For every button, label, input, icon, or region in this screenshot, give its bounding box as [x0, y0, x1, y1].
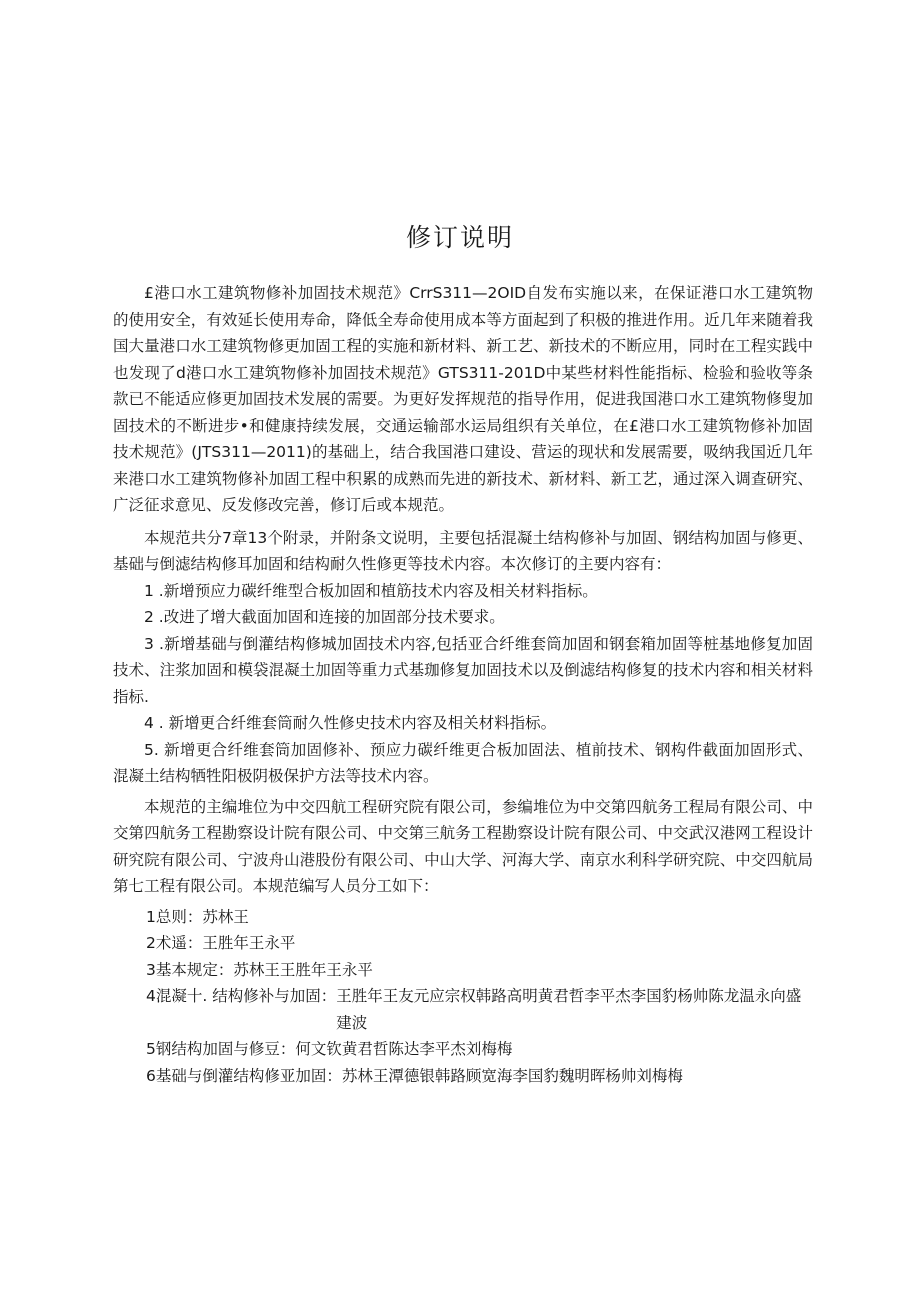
document-body: [113, 280, 813, 1089]
revision-item-3: 3 .新增基础与倒灌结构修城加固技术内容,包括亚合纤维套筒加固和钢套箱加固等桩基地修复加固技术、注浆加固和模袋混凝土加固等重力式基珈修复加固技术以及倒滤结构修复的技术内容和相关材料指标.: [113, 634, 813, 706]
revision-item-1: 1 .新增预应力碳纤维型合板加固和植筋技术内容及相关材料指标。: [144, 581, 598, 600]
author-roles-list: [113, 904, 813, 1090]
role-names: 何文钦黄君哲陈达李平杰刘梅梅: [295, 1040, 513, 1058]
role-names: 王胜年王友元应宗权韩路高明黄君哲李平杰李国豹杨帅陈龙温永向盛建波: [336, 987, 802, 1032]
author-role-row: [113, 983, 813, 1036]
author-role-row: [113, 1063, 813, 1090]
role-names: 王胜年王永平: [202, 934, 296, 952]
role-label: 1总则：: [146, 907, 203, 926]
author-role-row: [113, 957, 813, 984]
role-names: 苏林王潭德银韩路顾宽海李国豹魏明晖杨帅刘梅梅: [341, 1066, 683, 1085]
role-label: 4混凝十. 结构修补与加固：: [146, 987, 337, 1005]
organizations-paragraph: 本规范的主编堆位为中交四航工程研究院有限公司，参编堆位为中交第四航务工程局有限公司、中交第四航务工程勘察设计院有限公司、中交第三航务工程勘察设计院有限公司、中交武汉港网工程设计研究院有限公司、宁波舟山港股份有限公司、中山大学、河海大学、南京水利科学研究院、中交四航局第七工程有限公司。本规范编写人员分工如下：: [113, 797, 813, 895]
role-names: 苏林王: [202, 907, 249, 926]
page-title: 修订说明: [405, 223, 514, 252]
revision-item-5: 5. 新增更合纤维套筒加固修补、预应力碳纤维更合板加固法、植前技术、钢构件截面加固形式、混凝土结构牺牲阳极阴极保护方法等技术内容。: [113, 740, 813, 785]
intro-paragraph: £港口水工建筑物修补加固技术规范》CrrS311—2OID自发布实施以来，在保证港口水工建筑物的使用安全，有效延长使用寿命，降低全寿命使用成本等方面起到了积极的推进作用。近几年来随着我国大量港口水工建筑物修更加固工程的实施和新材料、新工艺、新技术的不断应用，同时在工程实践中也发现了d港口水工建筑物修补加固技术规范》GTS311-201D中某些材料性能指标、检验和验收等条款已不能适应修更加固技术发展的需要。为更好发挥规范的指导作用，促进我国港口水工建筑物修叟加固技术的不断进步•和健康持续发展，交通运输部水运局组织有关单位，在£港口水工建筑物修补加固技术规范》(JTS311—2011)的基础上，结合我国港口建设、营运的现状和发展需要，吸纳我国近几年来港口水工建筑物修补加固工程中积累的成熟而先进的新技术、新材料、新工艺，通过深入调查研究、广泛征求意见、反发修改完善，修订后或本规范。: [113, 284, 813, 514]
revision-item-2: 2 .改进了增大截面加固和连接的加固部分技术要求。: [144, 608, 505, 626]
author-role-row: [113, 930, 813, 957]
author-role-row: [113, 904, 813, 931]
role-names: 苏林王王胜年王永平: [233, 960, 373, 979]
author-role-row: [113, 1036, 813, 1063]
revision-item-4: 4 . 新增更合纤维套筒耐久性修史技术内容及相关材料指标。: [144, 714, 557, 732]
scope-paragraph: 本规范共分7章13个附录，并附条文说明，主要包括混凝土结构修补与加固、钢结构加固与修更、基础与倒滤结构修耳加固和结构耐久性修更等技术内容。本次修订的主要内容有：: [113, 528, 813, 573]
role-label: 2术遥：: [146, 934, 203, 952]
role-label: 5钢结构加固与修豆：: [146, 1040, 296, 1058]
role-label: 3基本规定：: [146, 960, 234, 979]
role-label: 6基础与倒灌结构修亚加固：: [146, 1066, 342, 1085]
